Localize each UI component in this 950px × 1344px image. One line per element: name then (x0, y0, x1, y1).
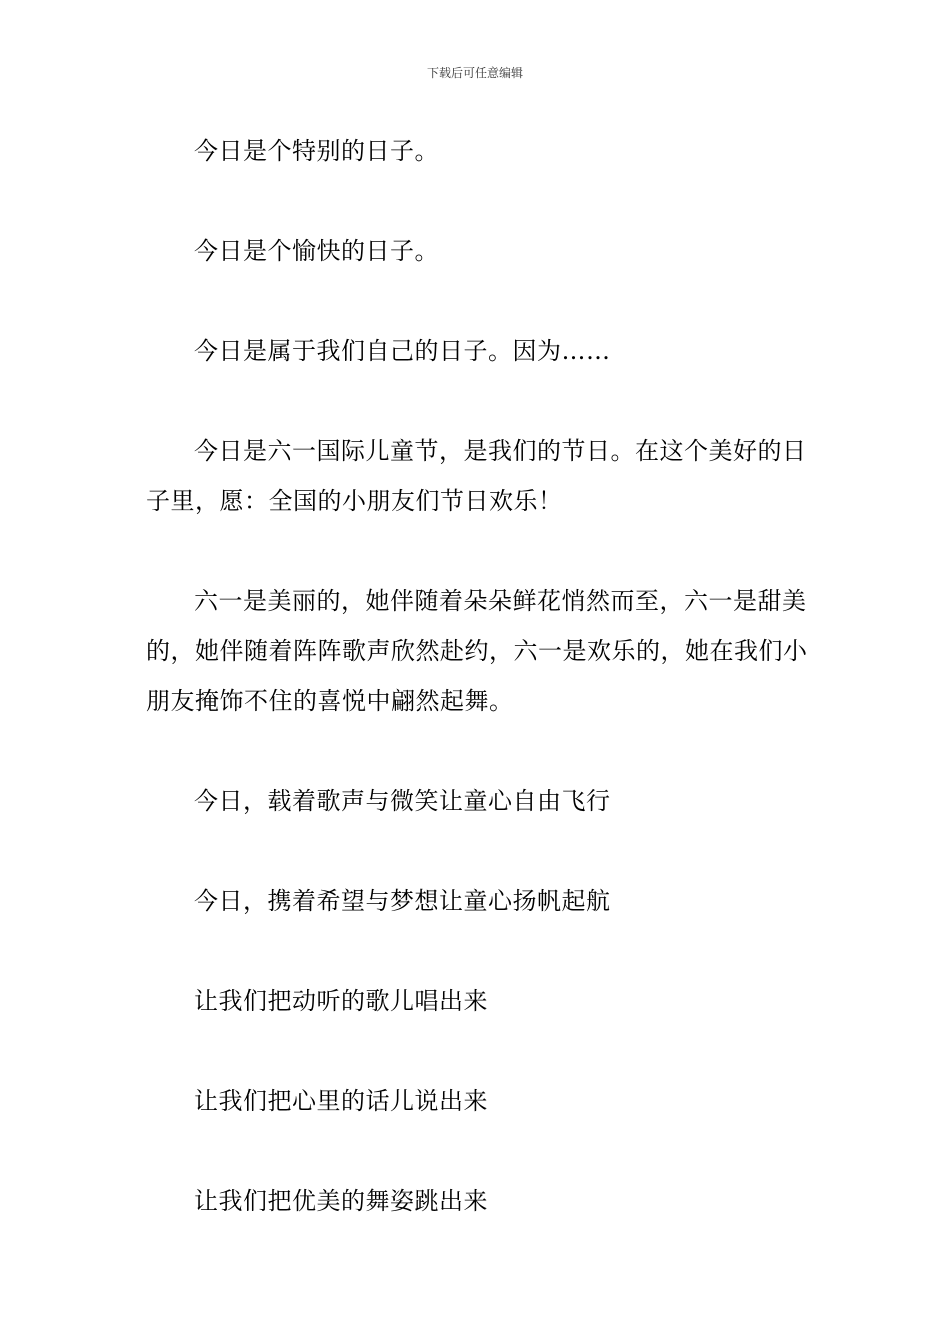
document-body (146, 126, 810, 1276)
paragraph: 今日是个愉快的日子。 (194, 237, 439, 265)
paragraph: 让我们把动听的歌儿唱出来 (194, 987, 488, 1015)
paragraph: 今日，载着歌声与微笑让童心自由飞行 (194, 787, 611, 815)
paragraph: 六一是美丽的，她伴随着朵朵鲜花悄然而至，六一是甜美的，她伴随着阵阵歌声欣然赴约，六一是欢乐的，她在我们小朋友掩饰不住的喜悦中翩然起舞。 (146, 587, 808, 715)
paragraph: 今日是个特别的日子。 (194, 137, 439, 165)
page-header: 下载后可任意编辑 (426, 66, 523, 80)
paragraph: 让我们把心里的话儿说出来 (194, 1087, 488, 1115)
paragraph: 让我们把优美的舞姿跳出来 (194, 1187, 488, 1215)
paragraph: 今日，携着希望与梦想让童心扬帆起航 (194, 887, 611, 915)
paragraph: 今日是六一国际儿童节，是我们的节日。在这个美好的日子里，愿：全国的小朋友们节日欢乐！ (146, 437, 807, 515)
paragraph: 今日是属于我们自己的日子。因为…… (194, 337, 611, 365)
